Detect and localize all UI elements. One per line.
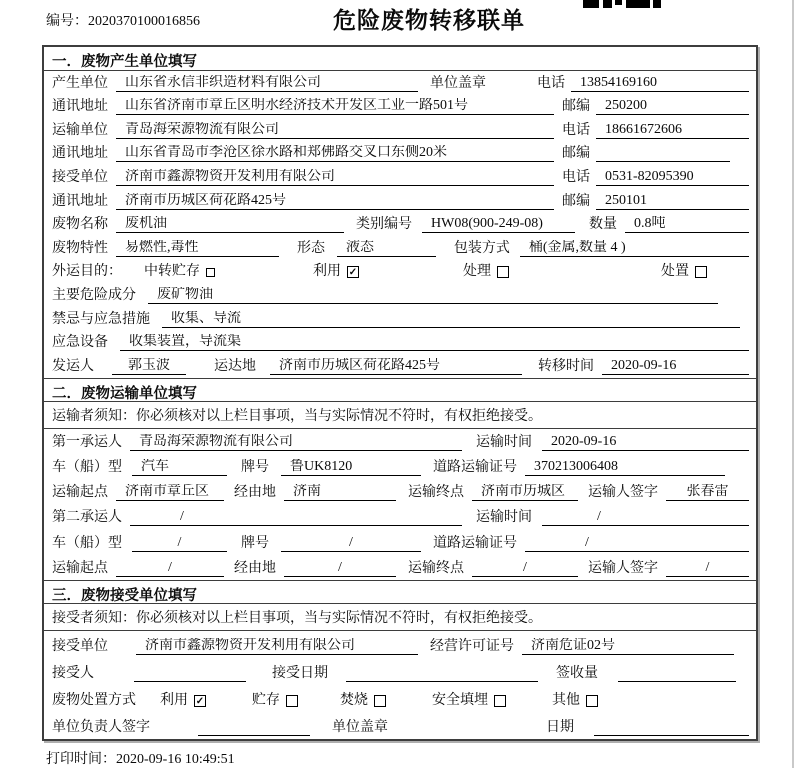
producer-phone-value: 13854169160 (571, 75, 749, 92)
accept-unit-value: 济南市鑫源物资开发利用有限公司 (136, 638, 418, 655)
waste-name-value: 废机油 (116, 216, 344, 233)
transfer-time-label: 转移时间 (538, 358, 594, 374)
taboo-value: 收集、导流 (162, 311, 740, 328)
dest-value: 济南市历城区荷花路425号 (270, 358, 522, 375)
manifest-form-table (42, 45, 758, 741)
row-emergency-equipment (44, 331, 756, 355)
unit-seal-label: 单位盖章 (332, 719, 388, 735)
row-waste-name (44, 213, 756, 237)
row-taboo-measures (44, 307, 756, 331)
row-transporter-notice (44, 402, 756, 429)
receiver-phone-value: 0531-82095390 (596, 169, 749, 186)
serial-number-line (46, 10, 200, 30)
carrier1-time-value: 2020-09-16 (542, 434, 749, 451)
date-label: 日期 (546, 719, 574, 735)
carrier1-via-value: 济南 (284, 484, 396, 501)
page-title: 危险废物转移联单 (333, 7, 525, 33)
row-disposal-method (44, 685, 756, 712)
carrier2-via-value: / (284, 560, 396, 577)
row-receiver-address (44, 189, 756, 213)
producer-phone-label: 电话 (537, 75, 565, 91)
producer-address-value: 山东省济南市章丘区明水经济技术开发区工业一路501号 (116, 98, 554, 115)
date-value (594, 735, 749, 736)
carrier2-time-label: 运输时间 (476, 510, 532, 526)
disposal-option-store-checkbox (286, 695, 298, 707)
form-value: 液态 (337, 240, 436, 257)
print-time-label: 打印时间： (46, 752, 116, 767)
disposal-option-use-checkbox: ✓ (195, 695, 205, 707)
hazard-value: 废矿物油 (148, 287, 718, 304)
carrier1-plate-label: 牌号 (241, 460, 269, 476)
receiver-label: 接受单位 (52, 169, 108, 185)
carrier1-sign-label: 运输人签字 (588, 485, 658, 501)
sender-value: 郭玉波 (112, 358, 186, 375)
license-value: 济南危证02号 (522, 638, 734, 655)
transporter-phone-value: 18661672606 (596, 122, 749, 139)
disposal-option-burn-label: 焚烧 (340, 692, 368, 708)
section3-header: 三．废物接受单位填写 (44, 580, 756, 604)
transporter-address-value: 山东省青岛市李沧区徐水路和郑佛路交叉口东侧20米 (116, 145, 554, 162)
receiver-address-value: 济南市历城区荷花路425号 (116, 193, 554, 210)
disposal-option-other-label: 其他 (552, 692, 580, 708)
page-edge-line (792, 0, 794, 768)
quantity-value: 0.8吨 (625, 216, 749, 233)
carrier1-origin-value: 济南市章丘区 (116, 484, 224, 501)
acceptor-value (134, 681, 246, 682)
quantity-label: 数量 (589, 217, 617, 233)
sign-qty-label: 签收量 (556, 665, 598, 681)
carrier2-time-value: / (542, 509, 749, 526)
receiver-notice-text: 接受者须知：你必须核对以上栏目事项，当与实际情况不符时，有权拒绝接受。 (52, 610, 542, 626)
transfer-time-value: 2020-09-16 (602, 358, 749, 375)
carrier1-time-label: 运输时间 (476, 434, 532, 450)
carrier2-plate-label: 牌号 (241, 535, 269, 551)
carrier2-origin-label: 运输起点 (52, 560, 108, 576)
license-label: 经营许可证号 (430, 638, 514, 654)
section2-header: 二．废物运输单位填写 (44, 378, 756, 402)
carrier1-end-value: 济南市历城区 (472, 484, 578, 501)
purpose-option-treat-checkbox (497, 266, 509, 278)
row-hazard-component (44, 283, 756, 307)
purpose-option-dispose-checkbox (695, 266, 707, 278)
carrier1-end-label: 运输终点 (408, 485, 464, 501)
trait-label: 废物特性 (52, 240, 108, 256)
row-accept-unit (44, 631, 756, 658)
disposal-option-use-label: 利用 (160, 692, 188, 708)
purpose-option-treat-label: 处理 (463, 264, 491, 280)
section1-header: 一．废物产生单位填写 (44, 47, 756, 71)
purpose-option-use-label: 利用 (313, 264, 341, 280)
carrier2-sign-value: / (666, 560, 749, 577)
producer-zip-value: 250200 (596, 98, 749, 115)
row-transporter-address (44, 142, 756, 166)
equipment-value: 收集装置，导流渠 (120, 334, 749, 351)
producer-zip-label: 邮编 (562, 99, 590, 115)
sign-qty-value (618, 681, 736, 682)
accept-unit-label: 接受单位 (52, 638, 108, 654)
transporter-value: 青岛海荣源物流有限公司 (116, 122, 554, 139)
row-receiver (44, 165, 756, 189)
purpose-option-dispose-label: 处置 (661, 264, 689, 280)
carrier2-via-label: 经由地 (234, 560, 276, 576)
carrier2-label: 第二承运人 (52, 510, 122, 526)
trait-value: 易燃性,毒性 (116, 240, 279, 257)
head-sign-value (198, 735, 310, 736)
disposal-option-landfill-checkbox (494, 695, 506, 707)
purpose-label: 外运目的： (52, 264, 122, 280)
transporter-label: 运输单位 (52, 122, 108, 138)
purpose-option-storage-label: 中转贮存 (144, 264, 200, 280)
category-value: HW08(900-249-08) (422, 216, 575, 233)
carrier2-value: / (130, 509, 462, 526)
head-sign-label: 单位负责人签字 (52, 719, 150, 735)
carrier2-vehicle-label: 车（船）型 (52, 535, 122, 551)
receiver-zip-label: 邮编 (562, 193, 590, 209)
carrier1-permit-label: 道路运输证号 (433, 460, 517, 476)
receiver-value: 济南市鑫源物资开发利用有限公司 (116, 169, 554, 186)
receiver-address-label: 通讯地址 (52, 193, 108, 209)
row-producer (44, 71, 756, 95)
carrier2-permit-label: 道路运输证号 (433, 535, 517, 551)
producer-seal-label: 单位盖章 (430, 75, 486, 91)
producer-value: 山东省永信非织造材料有限公司 (116, 75, 418, 92)
document-header (0, 0, 796, 45)
disposal-option-burn-checkbox (374, 695, 386, 707)
disposal-option-other-checkbox (586, 695, 598, 707)
row-carrier2-vehicle (44, 529, 756, 554)
carrier1-vehicle-label: 车（船）型 (52, 460, 122, 476)
row-carrier1 (44, 429, 756, 454)
row-acceptor (44, 658, 756, 685)
row-waste-trait (44, 236, 756, 260)
waste-name-label: 废物名称 (52, 217, 108, 233)
carrier1-value: 青岛海荣源物流有限公司 (130, 434, 462, 451)
carrier1-label: 第一承运人 (52, 434, 122, 450)
carrier2-permit-value: / (525, 535, 749, 552)
taboo-label: 禁忌与应急措施 (52, 311, 150, 327)
carrier2-sign-label: 运输人签字 (588, 560, 658, 576)
row-transfer-purpose (44, 260, 756, 284)
row-carrier2-route (44, 555, 756, 580)
row-carrier2 (44, 504, 756, 529)
carrier1-vehicle-value: 汽车 (132, 459, 227, 476)
row-sender (44, 354, 756, 378)
row-transporter (44, 118, 756, 142)
carrier2-origin-value: / (116, 560, 224, 577)
sender-label: 发运人 (52, 358, 94, 374)
serial-value: 2020370100016856 (88, 14, 200, 29)
carrier2-end-label: 运输终点 (408, 560, 464, 576)
transporter-zip-value (596, 161, 730, 162)
disposal-label: 废物处置方式 (52, 692, 136, 708)
equipment-label: 应急设备 (52, 335, 108, 351)
print-time-line (46, 748, 235, 768)
packing-value: 桶(金属,数量 4 ) (520, 240, 749, 257)
serial-label: 编号： (46, 14, 88, 29)
carrier1-permit-value: 370213006408 (525, 459, 725, 476)
dest-label: 运达地 (214, 358, 256, 374)
accept-date-value (346, 681, 538, 682)
print-time-value: 2020-09-16 10:49:51 (116, 752, 235, 767)
carrier2-plate-value: / (281, 535, 421, 552)
row-head-signature (44, 712, 756, 739)
packing-label: 包装方式 (453, 240, 510, 256)
purpose-option-use-checkbox: ✓ (348, 267, 358, 279)
carrier2-end-value: / (472, 560, 578, 577)
transporter-address-label: 通讯地址 (52, 146, 108, 162)
row-producer-address (44, 95, 756, 119)
carrier1-plate-value: 鲁UK8120 (281, 459, 421, 476)
acceptor-label: 接受人 (52, 665, 94, 681)
carrier1-via-label: 经由地 (234, 485, 276, 501)
hazard-label: 主要危险成分 (52, 287, 136, 303)
receiver-phone-label: 电话 (562, 169, 590, 185)
category-label: 类别编号 (356, 217, 412, 233)
transporter-phone-label: 电话 (562, 122, 590, 138)
carrier1-origin-label: 运输起点 (52, 485, 108, 501)
carrier1-sign-value: 张春雷 (666, 484, 749, 501)
form-label: 形态 (297, 240, 326, 256)
producer-address-label: 通讯地址 (52, 99, 108, 115)
carrier2-vehicle-value: / (132, 535, 227, 552)
disposal-option-landfill-label: 安全填埋 (432, 692, 488, 708)
row-carrier1-vehicle (44, 454, 756, 479)
transporter-notice-text: 运输者须知：你必须核对以上栏目事项，当与实际情况不符时，有权拒绝接受。 (52, 408, 542, 424)
purpose-option-storage-checkbox (206, 268, 215, 277)
accept-date-label: 接受日期 (272, 665, 328, 681)
row-receiver-notice (44, 604, 756, 631)
disposal-option-store-label: 贮存 (252, 692, 280, 708)
receiver-zip-value: 250101 (596, 193, 749, 210)
producer-label: 产生单位 (52, 75, 108, 91)
transporter-zip-label: 邮编 (562, 146, 590, 162)
qr-code-fragment-icon (583, 0, 661, 8)
row-carrier1-route (44, 479, 756, 504)
